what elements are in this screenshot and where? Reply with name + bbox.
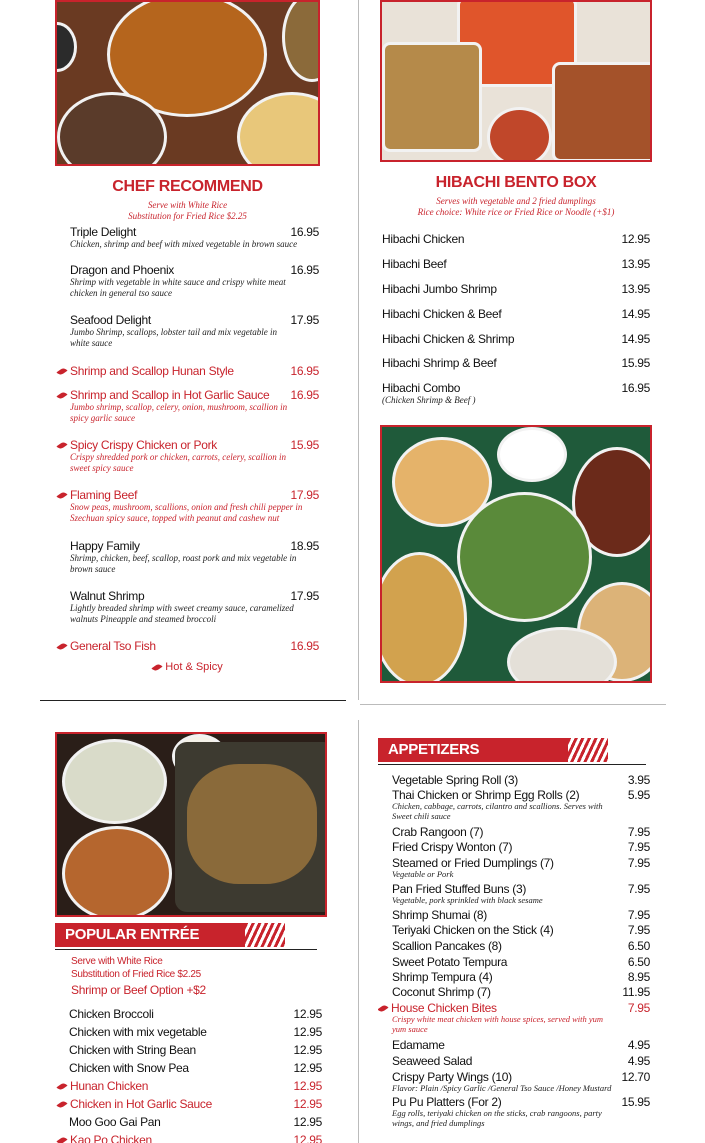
- popular-entree-banner: POPULAR ENTRÉE: [55, 923, 245, 947]
- hibachi-sub1: Serves with vegetable and 2 fried dumplings: [436, 196, 596, 206]
- pepper-icon: [56, 491, 67, 501]
- hibachi-panel: [380, 0, 655, 700]
- list-item: General Tso Fish 16.95: [57, 639, 319, 653]
- hibachi-top-photo: [380, 0, 652, 162]
- list-item: Pu Pu Platters (For 2) 15.95 Egg rolls, teriyaki chicken on the sticks, crab rangoons, party wings, and fried dumplings: [392, 1095, 650, 1128]
- chef-recommend-sub2: Substitution for Fried Rice $2.25: [128, 211, 247, 221]
- appetizers-banner: APPETIZERS: [378, 738, 568, 762]
- list-item: Dragon and Phoenix 16.95 Shrimp with vegetable in white sauce and crispy white meat chicken in general tso sauce: [70, 263, 319, 298]
- list-item: Shrimp and Scallop in Hot Garlic Sauce 16.95 Jumbo shrimp, scallop, celery, onion, mushroom, scallion in spicy garlic sauce: [57, 388, 319, 424]
- popular-entree-photo: [55, 732, 327, 917]
- list-item: Spicy Crispy Chicken or Pork 15.95 Crispy shredded pork or chicken, carrots, celery, scallion in sweet spicy sauce: [57, 438, 319, 474]
- list-item: Seaweed Salad 4.95: [392, 1054, 650, 1068]
- list-item: Hunan Chicken 12.95: [57, 1079, 322, 1093]
- list-item: Happy Family 18.95 Shrimp, chicken, beef, scallop, roast pork and mix vegetable in brown sauce: [70, 539, 319, 574]
- list-item: Shrimp and Scallop Hunan Style 16.95: [57, 364, 319, 378]
- pepper-icon: [56, 367, 67, 377]
- divider: [378, 764, 646, 765]
- list-item: Fried Crispy Wonton (7) 7.95: [392, 840, 650, 854]
- pepper-icon: [56, 1100, 67, 1110]
- list-item: Edamame 4.95: [392, 1038, 650, 1052]
- list-item: Moo Goo Gai Pan 12.95: [69, 1115, 322, 1129]
- list-item: Shrimp Shumai (8) 7.95: [392, 908, 650, 922]
- list-item: Triple Delight 16.95 Chicken, shrimp and beef with mixed vegetable in brown sauce: [70, 225, 319, 249]
- popular-entree-sub3: Shrimp or Beef Option +$2: [71, 983, 206, 997]
- chef-recommend-panel: [55, 0, 345, 700]
- chef-recommend-photo: [55, 0, 320, 166]
- list-item: Hibachi Chicken 12.95: [382, 232, 650, 246]
- chef-recommend-sub1: Serve with White Rice: [147, 200, 228, 210]
- list-item: Crab Rangoon (7) 7.95: [392, 825, 650, 839]
- list-item: Steamed or Fried Dumplings (7) 7.95 Vegetable or Pork: [392, 856, 650, 879]
- popular-entree-panel: [55, 730, 330, 1143]
- list-item: Hibachi Combo 16.95 (Chicken Shrimp & Beef ): [382, 381, 650, 405]
- hibachi-title: HIBACHI BENTO BOX: [435, 174, 597, 191]
- list-item: Coconut Shrimp (7) 11.95: [392, 985, 650, 999]
- pepper-icon: [56, 1136, 67, 1143]
- divider: [40, 700, 346, 701]
- list-item: Crispy Party Wings (10) 12.70 Flavor: Plain /Spicy Garlic /General Tso Sauce /Honey Mustard: [392, 1070, 650, 1093]
- pepper-icon: [56, 391, 67, 401]
- list-item: Hibachi Jumbo Shrimp 13.95: [382, 282, 650, 296]
- chef-recommend-title: CHEF RECOMMEND: [112, 178, 263, 195]
- pepper-icon: [152, 662, 163, 672]
- list-item: Scallion Pancakes (8) 6.50: [392, 939, 650, 953]
- list-item: Hibachi Chicken & Beef 14.95: [382, 307, 650, 321]
- list-item: Chicken with String Bean 12.95: [69, 1043, 322, 1057]
- list-item: Chicken in Hot Garlic Sauce 12.95: [57, 1097, 322, 1111]
- appetizers-panel: [378, 738, 663, 1143]
- list-item: Vegetable Spring Roll (3) 3.95: [392, 773, 650, 787]
- list-item: Chicken with Snow Pea 12.95: [69, 1061, 322, 1075]
- divider: [358, 0, 359, 700]
- list-item: Kao Po Chicken 12.95: [57, 1133, 322, 1143]
- list-item: Hibachi Beef 13.95: [382, 257, 650, 271]
- pepper-icon: [378, 1004, 389, 1014]
- list-item: Chicken with mix vegetable 12.95: [69, 1025, 322, 1039]
- list-item: Thai Chicken or Shrimp Egg Rolls (2) 5.95 Chicken, cabbage, carrots, cilantro and scallions. Serves with Sweet chili sauce: [392, 788, 650, 821]
- pepper-icon: [56, 1082, 67, 1092]
- pepper-icon: [56, 642, 67, 652]
- list-item: Flaming Beef 17.95 Snow peas, mushroom, scallions, onion and fresh chili pepper in Szechuan spicy sauce, topped with peanut and cashew nut: [57, 488, 319, 524]
- list-item: Seafood Delight 17.95 Jumbo Shrimp, scallops, lobster tail and mix vegetable in white sauce: [70, 313, 319, 348]
- hibachi-sub2: Rice choice: White rice or Fried Rice or Noodle (+$1): [417, 207, 615, 217]
- popular-entree-sub1: Serve with White Rice: [71, 956, 163, 967]
- popular-entree-sub2: Substitution of Fried Rice $2.25: [71, 969, 201, 980]
- list-item: House Chicken Bites 7.95 Crispy white meat chicken with house spices, served with yum yum sauce: [378, 1001, 650, 1034]
- list-item: Hibachi Chicken & Shrimp 14.95: [382, 332, 650, 346]
- list-item: Pan Fried Stuffed Buns (3) 7.95 Vegetable, pork sprinkled with black sesame: [392, 882, 650, 905]
- list-item: Sweet Potato Tempura 6.50: [392, 955, 650, 969]
- pepper-icon: [56, 441, 67, 451]
- list-item: Walnut Shrimp 17.95 Lightly breaded shrimp with sweet creamy sauce, caramelized walnuts Pineapple and steamed broccoli: [70, 589, 319, 624]
- list-item: Hibachi Shrimp & Beef 15.95: [382, 356, 650, 370]
- divider: [360, 704, 666, 705]
- list-item: Chicken Broccoli 12.95: [69, 1007, 322, 1021]
- list-item: Shrimp Tempura (4) 8.95: [392, 970, 650, 984]
- hot-spicy-legend: Hot & Spicy: [55, 661, 320, 673]
- list-item: Teriyaki Chicken on the Stick (4) 7.95: [392, 923, 650, 937]
- divider: [55, 949, 317, 950]
- hibachi-bottom-photo: [380, 425, 652, 683]
- divider: [358, 720, 359, 1143]
